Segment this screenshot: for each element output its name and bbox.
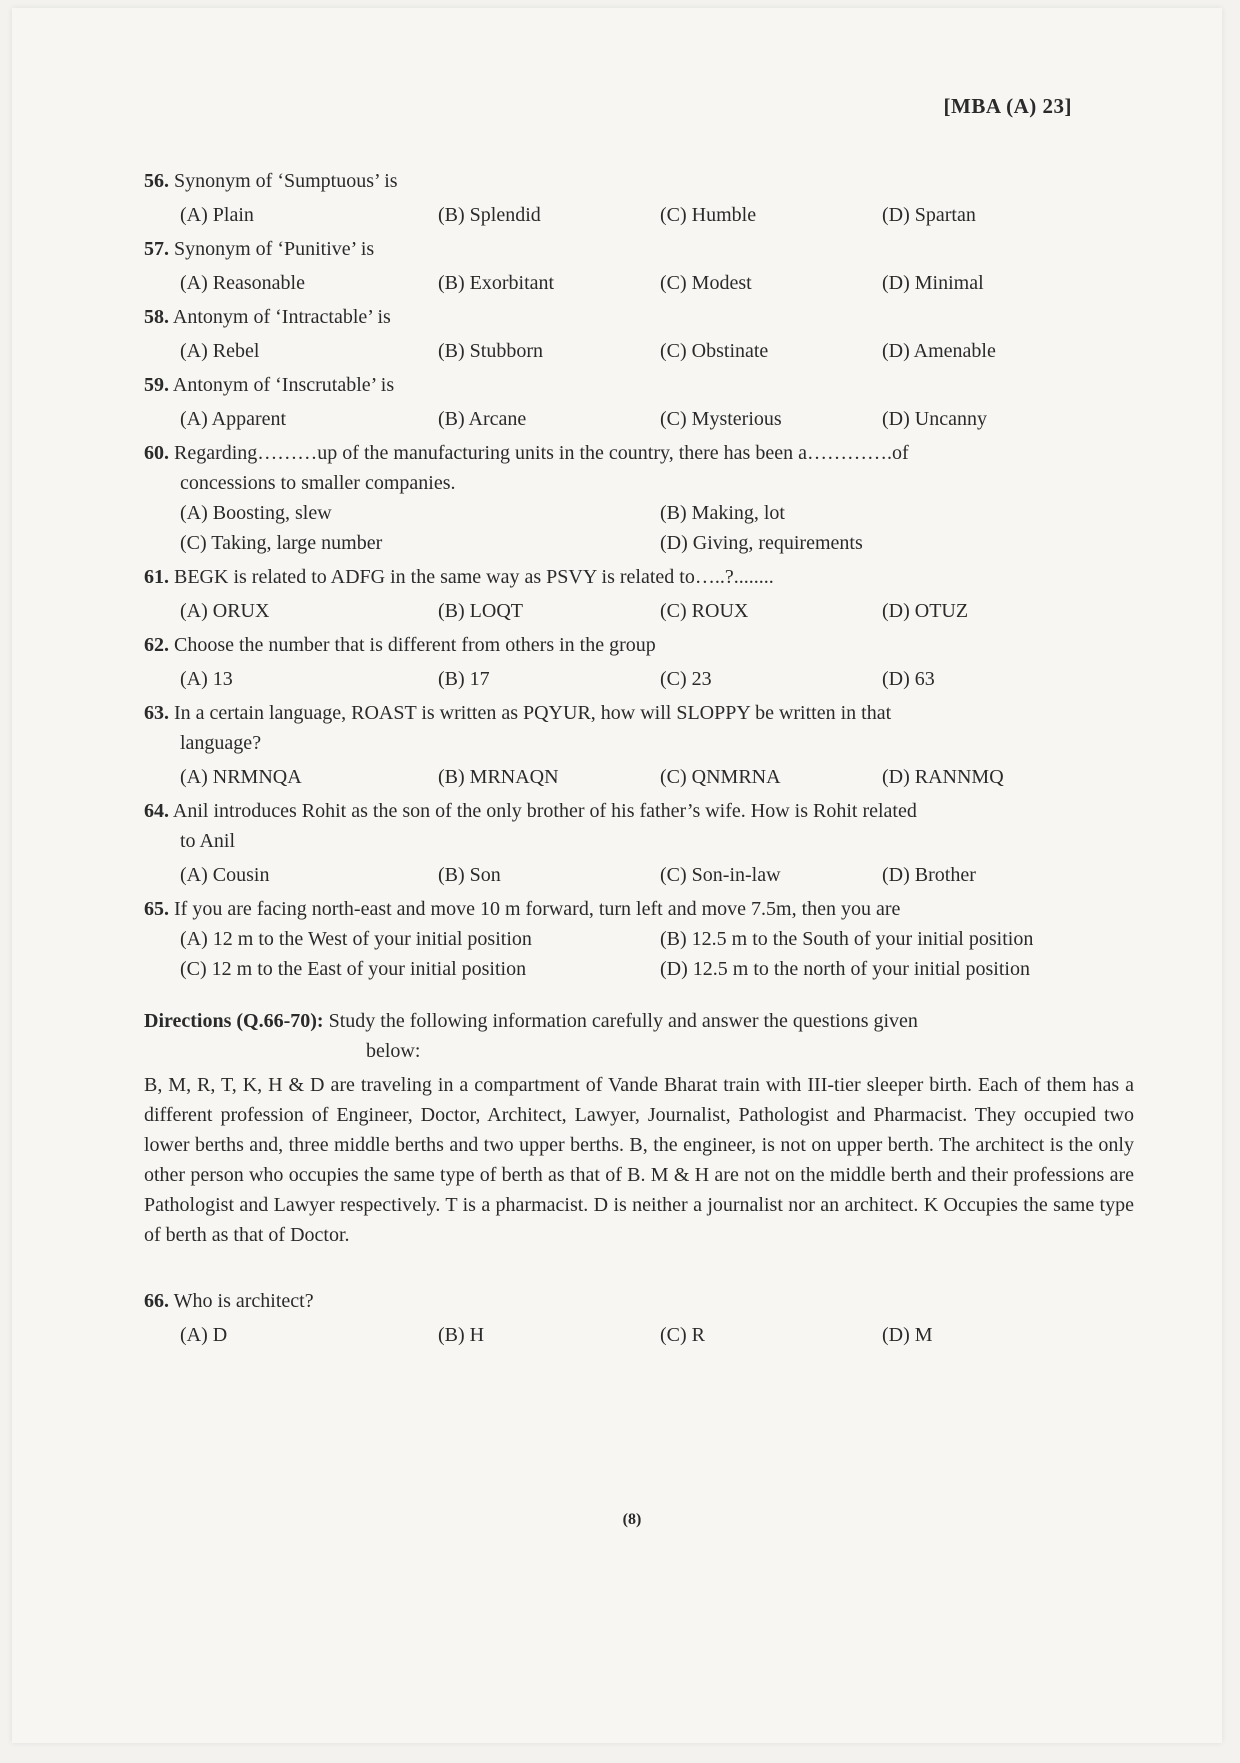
question-text: In a certain language, ROAST is written as PQYUR, how will SLOPPY be written in that (174, 702, 892, 724)
option-c: (C) R (660, 1324, 705, 1346)
option-b: (B) MRNAQN (438, 766, 559, 788)
option-c: (C) Taking, large number (180, 532, 383, 554)
options (144, 596, 1134, 626)
question-61 (144, 562, 1134, 626)
options (144, 498, 1134, 558)
question-text: Anil introduces Rohit as the son of the only brother of his father’s wife. How is Rohit related (172, 800, 917, 822)
option-c: (C) 12 m to the East of your initial position (180, 958, 527, 980)
option-d: (D) OTUZ (882, 600, 969, 622)
exam-page (12, 8, 1222, 1743)
option-b: (B) 17 (438, 668, 490, 690)
question-number: 56. (144, 170, 169, 192)
question-text: Synonym of ‘Sumptuous’ is (174, 170, 398, 192)
options (144, 268, 1134, 298)
question-number: 64. (144, 800, 169, 822)
question-number: 62. (144, 634, 169, 656)
option-b: (B) H (438, 1324, 485, 1346)
option-b: (B) Son (438, 864, 501, 886)
option-a: (A) ORUX (180, 600, 270, 622)
option-c: (C) 23 (660, 668, 712, 690)
options (144, 200, 1134, 230)
question-text: Regarding………up of the manufacturing units in the country, there has been a………….of (174, 442, 909, 464)
option-d: (D) 63 (882, 668, 935, 690)
question-text: Synonym of ‘Punitive’ is (174, 238, 375, 260)
option-a: (A) Reasonable (180, 272, 305, 294)
question-63 (144, 698, 1134, 792)
option-a: (A) Plain (180, 204, 254, 226)
option-b: (B) Arcane (438, 408, 527, 430)
question-58 (144, 302, 1134, 366)
option-a: (A) D (180, 1324, 228, 1346)
question-number: 61. (144, 566, 169, 588)
question-57 (144, 234, 1134, 298)
option-c: (C) QNMRNA (660, 766, 781, 788)
question-65 (144, 894, 1134, 984)
option-b: (B) Making, lot (660, 502, 785, 524)
question-text: Antonym of ‘Inscrutable’ is (172, 374, 395, 396)
option-b: (B) LOQT (438, 600, 523, 622)
option-d: (D) 12.5 m to the north of your initial position (660, 958, 1030, 980)
question-56 (144, 166, 1134, 230)
directions-text-continued: below: (366, 1040, 421, 1062)
option-c: (C) Mysterious (660, 408, 782, 430)
option-c: (C) ROUX (660, 600, 749, 622)
directions-label: Directions (Q.66-70): (144, 1010, 324, 1032)
options (144, 762, 1134, 792)
question-number: 59. (144, 374, 169, 396)
question-number: 63. (144, 702, 169, 724)
question-text: Who is architect? (173, 1290, 314, 1312)
question-text-continued: to Anil (180, 830, 236, 852)
question-number: 57. (144, 238, 169, 260)
question-number: 65. (144, 898, 169, 920)
option-a: (A) Rebel (180, 340, 260, 362)
option-a: (A) Apparent (180, 408, 287, 430)
option-d: (D) Brother (882, 864, 976, 886)
question-59 (144, 370, 1134, 434)
question-list (144, 166, 1134, 1354)
question-64 (144, 796, 1134, 890)
question-66 (144, 1286, 1134, 1350)
question-text-continued: concessions to smaller companies. (180, 472, 456, 494)
option-b: (B) Stubborn (438, 340, 543, 362)
options (144, 860, 1134, 890)
option-a: (A) NRMNQA (180, 766, 302, 788)
question-number: 58. (144, 306, 169, 328)
question-text: Choose the number that is different from others in the group (174, 634, 656, 656)
option-b: (B) Exorbitant (438, 272, 555, 294)
option-d: (D) Minimal (882, 272, 984, 294)
options (144, 924, 1134, 984)
option-d: (D) RANNMQ (882, 766, 1004, 788)
option-d: (D) Spartan (882, 204, 976, 226)
option-b: (B) 12.5 m to the South of your initial position (660, 928, 1034, 950)
directions-block (144, 1006, 1134, 1250)
option-b: (B) Splendid (438, 204, 541, 226)
option-a: (A) 12 m to the West of your initial position (180, 928, 532, 950)
question-62 (144, 630, 1134, 694)
option-d: (D) Uncanny (882, 408, 987, 430)
option-c: (C) Son-in-law (660, 864, 781, 886)
question-text: BEGK is related to ADFG in the same way as PSVY is related to…..?........ (174, 566, 774, 588)
question-text: If you are facing north-east and move 10 m forward, turn left and move 7.5m, then you are (174, 898, 901, 920)
directions-text: Study the following information carefully and answer the questions given (328, 1010, 918, 1032)
option-c: (C) Humble (660, 204, 757, 226)
paper-code: [MBA (A) 23] (943, 94, 1072, 118)
directions-passage: B, M, R, T, K, H & D are traveling in a compartment of Vande Bharat train with III-tier sleeper birth. Each of them has a different profession of Engineer, Doctor, Architect, Lawyer, Journalist, Pathologist and Pharmacist. They occupied two lower berths and, three middle berths and two upper berths. B, the engineer, is not on upper berth. The architect is the only other person who occupies the same type of berth as that of B. M & H are not on the middle berth and their professions are Pathologist and Lawyer respectively. T is a pharmacist. D is neither a journalist nor an architect. K Occupies the same type of berth as that of Doctor. (144, 1074, 1134, 1246)
option-d: (D) M (882, 1324, 933, 1346)
options (144, 664, 1134, 694)
option-a: (A) Cousin (180, 864, 270, 886)
options (144, 1320, 1134, 1350)
options (144, 336, 1134, 366)
question-text: Antonym of ‘Intractable’ is (172, 306, 391, 328)
option-a: (A) 13 (180, 668, 233, 690)
option-c: (C) Obstinate (660, 340, 769, 362)
option-c: (C) Modest (660, 272, 752, 294)
question-number: 60. (144, 442, 169, 464)
option-d: (D) Giving, requirements (660, 532, 863, 554)
option-a: (A) Boosting, slew (180, 502, 332, 524)
question-text-continued: language? (180, 732, 262, 754)
page-number: (8) (622, 1511, 642, 1528)
question-number: 66. (144, 1290, 169, 1312)
options (144, 404, 1134, 434)
question-60 (144, 438, 1134, 558)
option-d: (D) Amenable (882, 340, 996, 362)
